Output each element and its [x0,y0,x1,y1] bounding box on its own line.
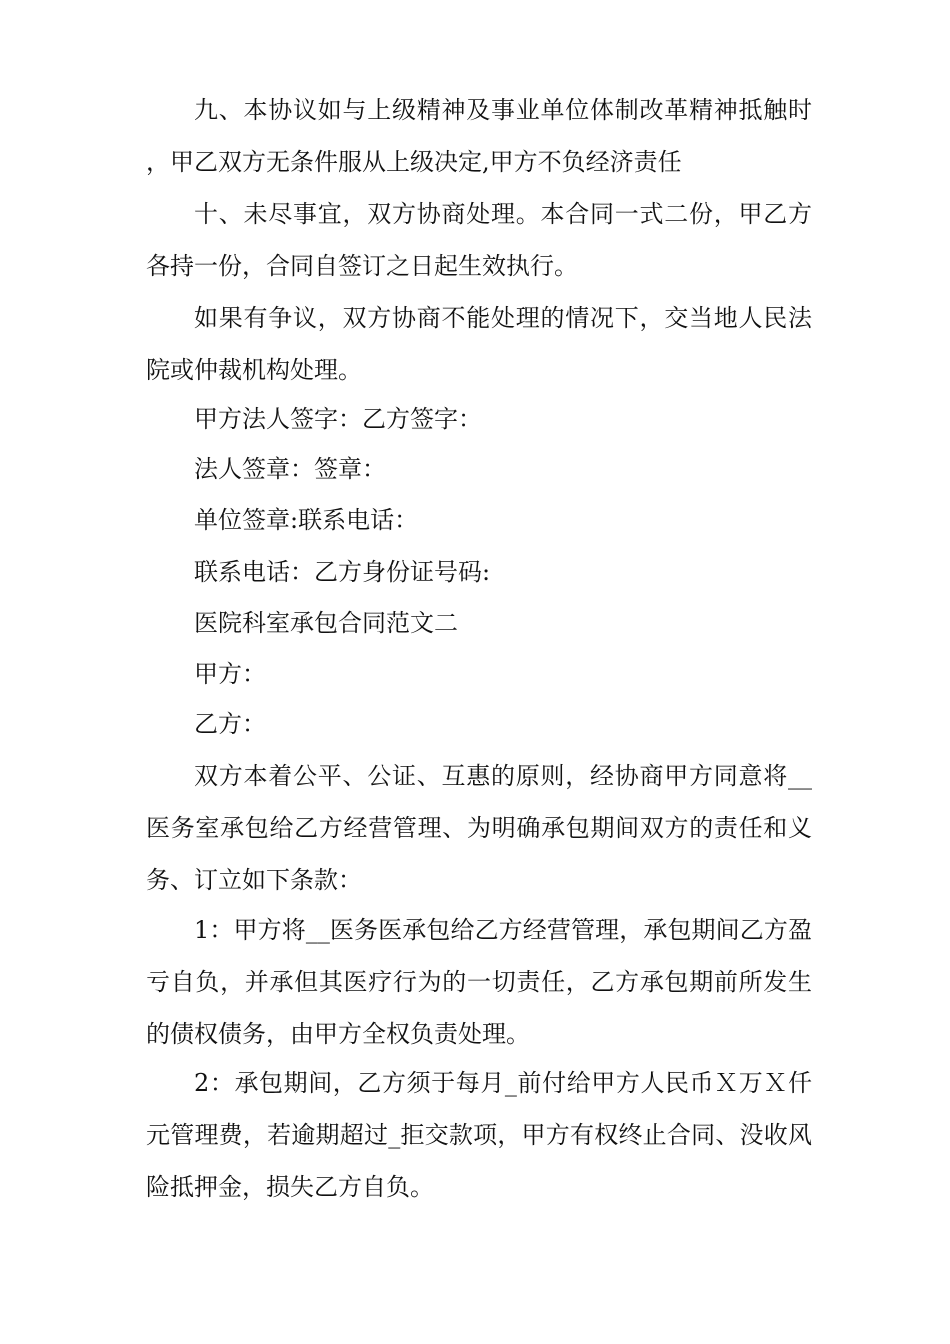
party-b-line: 乙方： [194,710,266,738]
signature-line-3: 单位签章:联系电话： [194,506,419,534]
section-title: 医院科室承包合同范文二 [194,609,458,637]
paragraph-clause-1: 1：甲方将__医务医承包给乙方经营管理，承包期间乙方盈亏自负，并承但其医疗行为的一切责任，乙方承包期前所发生的债权债务，由甲方全权负责处理。 [146,916,812,1048]
paragraph-intro: 双方本着公平、公证、互惠的原则，经协商甲方同意将__医务室承包给乙方经营管理、为明确承包期间双方的责任和义务、订立如下条款： [146,762,812,894]
paragraph-clause-10: 十、未尽事宜，双方协商处理。本合同一式二份，甲乙方各持一份，合同自签订之日起生效执行。 [146,200,812,280]
party-a-line: 甲方： [194,660,266,688]
paragraph-dispute: 如果有争议，双方协商不能处理的情况下，交当地人民法院或仲裁机构处理。 [146,304,812,384]
paragraph-clause-9: 九、本协议如与上级精神及事业单位体制改革精神抵触时 ，甲乙双方无条件服从上级决定,甲方不负经济责任 [146,96,812,176]
signature-line-1: 甲方法人签字：乙方签字： [194,405,482,433]
signature-line-2: 法人签章：签章： [194,455,386,483]
signature-line-4: 联系电话：乙方身份证号码: [194,558,491,586]
paragraph-clause-2: 2：承包期间，乙方须于每月_前付给甲方人民币Ｘ万Ｘ仟元管理费，若逾期超过_拒交款项，甲方有权终止合同、没收风险抵押金，损失乙方自负。 [146,1069,812,1201]
